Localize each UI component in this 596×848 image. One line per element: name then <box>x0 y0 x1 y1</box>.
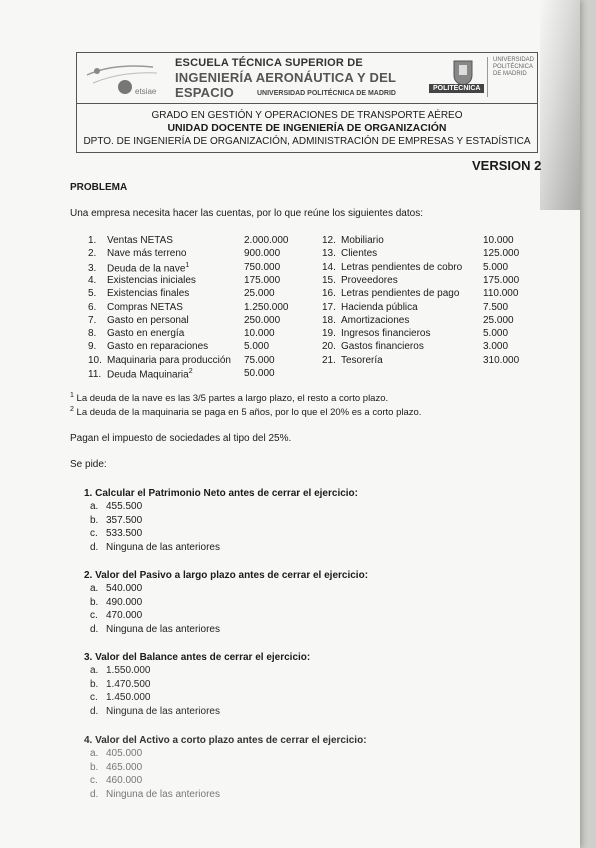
page-corner-shadow <box>540 0 580 210</box>
item-label: Mobiliario <box>341 235 384 246</box>
etsiae-logo-text: etsiae <box>135 87 157 96</box>
item-value: 25.000 <box>244 288 275 300</box>
option-text: 1.470.500 <box>106 678 151 690</box>
item-label: Letras pendientes de pago <box>341 288 460 300</box>
item-number: 16. <box>322 288 336 300</box>
answer-option[interactable] <box>90 775 142 786</box>
answer-option[interactable] <box>90 748 142 759</box>
footnote-marker: 2 <box>70 406 74 413</box>
answer-option[interactable] <box>90 789 220 800</box>
footnote-marker: 1 <box>185 261 190 269</box>
footnote <box>70 392 388 404</box>
option-letter: c. <box>90 692 98 703</box>
answer-option[interactable] <box>90 515 142 526</box>
data-item <box>88 355 231 367</box>
item-label: Existencias finales <box>107 288 190 300</box>
item-number: 15. <box>322 274 336 286</box>
item-label: Gasto en reparaciones <box>107 341 209 353</box>
item-number: 5. <box>88 288 97 300</box>
item-value: 10.000 <box>244 328 275 340</box>
option-letter: b. <box>90 514 99 526</box>
item-label: Nave más terreno <box>107 248 187 260</box>
option-text: 470.000 <box>106 610 143 621</box>
answer-option[interactable] <box>90 665 151 676</box>
item-label: Gasto en personal <box>107 314 189 326</box>
option-letter: b. <box>90 596 99 608</box>
item-number: 20. <box>322 341 336 353</box>
footnote-text: La deuda de la nave es las 3/5 partes a largo plazo, el resto a corto plazo. <box>73 393 389 405</box>
answer-option[interactable] <box>90 692 151 703</box>
item-label: Proveedores <box>341 274 398 286</box>
item-value: 310.000 <box>483 354 520 366</box>
item-number: 6. <box>88 301 97 313</box>
item-value: 125.000 <box>483 248 520 260</box>
data-item <box>322 275 398 287</box>
data-item <box>88 248 186 260</box>
item-label: Ventas NETAS <box>107 235 173 246</box>
item-number: 19. <box>322 328 336 340</box>
item-label: Amortizaciones <box>341 314 410 326</box>
answer-option[interactable] <box>90 624 220 635</box>
upm-logo: UNIVERSIDAD POLITÉCNICA DE MADRID <box>487 57 537 97</box>
data-item <box>88 275 196 287</box>
item-label: Ingresos financieros <box>341 328 431 340</box>
option-letter: d. <box>90 623 99 635</box>
problem-title: PROBLEMA <box>70 182 128 193</box>
option-text: 465.000 <box>106 761 143 773</box>
item-number: 14. <box>322 261 336 273</box>
item-number: 2. <box>88 248 97 260</box>
item-label: Deuda de la nave <box>107 262 186 274</box>
option-text: 357.500 <box>106 514 143 526</box>
item-label: Gasto en energía <box>107 328 185 340</box>
item-label: Letras pendientes de cobro <box>341 261 463 273</box>
item-value: 175.000 <box>244 274 281 286</box>
item-label: Hacienda pública <box>341 301 418 313</box>
item-label: Existencias iniciales <box>107 274 196 286</box>
option-text: 460.000 <box>106 775 143 786</box>
item-value: 900.000 <box>244 248 281 260</box>
item-value: 50.000 <box>244 368 275 379</box>
answer-option[interactable] <box>90 679 151 690</box>
footnote-text: La deuda de la maquinaria se paga en 5 años, por lo que el 20% es a corto plazo. <box>73 407 422 419</box>
item-value: 5.000 <box>483 328 509 340</box>
option-text: Ninguna de las anteriores <box>106 705 220 717</box>
item-number: 4. <box>88 274 97 286</box>
item-label: Deuda Maquinaria <box>107 369 189 381</box>
option-letter: c. <box>90 610 98 621</box>
item-label: Compras NETAS <box>107 301 183 313</box>
option-letter: c. <box>90 528 98 539</box>
item-value: 75.000 <box>244 354 275 366</box>
answer-option[interactable] <box>90 542 220 553</box>
data-item <box>322 302 418 314</box>
data-item <box>322 328 431 340</box>
question-title: 2. Valor del Pasivo a largo plazo antes de cerrar el ejercicio: <box>84 570 369 581</box>
data-item <box>88 328 184 340</box>
item-number: 10. <box>88 354 102 366</box>
option-text: Ninguna de las anteriores <box>106 788 220 800</box>
data-item <box>88 302 183 314</box>
footnote-marker: 1 <box>70 392 74 399</box>
answer-option[interactable] <box>90 528 142 539</box>
option-text: 540.000 <box>106 583 143 594</box>
question-title: 3. Valor del Balance antes de cerrar el ejercicio: <box>84 652 311 663</box>
data-item <box>322 355 383 367</box>
item-number: 13. <box>322 248 336 260</box>
option-letter: a. <box>90 748 99 759</box>
answer-option[interactable] <box>90 597 142 608</box>
item-value: 5.000 <box>483 261 509 273</box>
problem-intro: Una empresa necesita hacer las cuentas, por lo que reúne los siguientes datos: <box>70 208 423 219</box>
option-letter: d. <box>90 788 99 800</box>
question-title: 1. Calcular el Patrimonio Neto antes de cerrar el ejercicio: <box>84 488 358 499</box>
tax-note: Pagan el impuesto de sociedades al tipo del 25%. <box>70 433 292 444</box>
item-number: 7. <box>88 314 97 326</box>
school-header <box>76 52 538 104</box>
data-item <box>88 368 193 380</box>
option-letter: b. <box>90 761 99 773</box>
question-title: 4. Valor del Activo a corto plazo antes de cerrar el ejercicio: <box>84 735 367 746</box>
item-number: 12. <box>322 235 336 246</box>
data-item <box>88 235 173 247</box>
data-item <box>88 315 189 327</box>
university-name: UNIVERSIDAD POLITÉCNICA DE MADRID <box>257 90 396 97</box>
answer-option[interactable] <box>90 762 142 773</box>
item-value: 7.500 <box>483 301 509 313</box>
item-label: Maquinaria para producción <box>107 354 231 366</box>
data-item <box>322 315 409 327</box>
item-label: Tesorería <box>341 354 383 366</box>
item-value: 25.000 <box>483 314 514 326</box>
data-item <box>322 248 377 260</box>
item-value: 175.000 <box>483 274 520 286</box>
item-number: 18. <box>322 314 336 326</box>
option-text: 533.500 <box>106 528 143 539</box>
item-value: 2.000.000 <box>244 235 289 246</box>
data-item <box>88 288 189 300</box>
option-text: 405.000 <box>106 748 143 759</box>
item-label: Clientes <box>341 248 378 260</box>
option-text: 1.550.000 <box>106 665 151 676</box>
item-value: 750.000 <box>244 261 281 273</box>
data-item <box>322 288 459 300</box>
data-item <box>322 235 384 247</box>
etsiae-logo <box>83 57 161 97</box>
option-letter: d. <box>90 541 99 553</box>
item-number: 1. <box>88 235 97 246</box>
school-name-line2: INGENIERÍA AERONÁUTICA Y DEL ESPACIO <box>175 70 396 100</box>
option-text: Ninguna de las anteriores <box>106 541 220 553</box>
footnote-marker: 2 <box>188 368 193 375</box>
data-item <box>322 262 462 274</box>
se-pide-label: Se pide: <box>70 459 107 470</box>
item-number: 17. <box>322 301 336 313</box>
data-item <box>88 341 208 353</box>
option-letter: c. <box>90 775 98 786</box>
option-text: 490.000 <box>106 596 143 608</box>
item-value: 3.000 <box>483 341 509 353</box>
item-value: 250.000 <box>244 314 281 326</box>
item-number: 11. <box>88 369 102 381</box>
answer-option[interactable] <box>90 610 142 621</box>
option-letter: a. <box>90 583 99 594</box>
data-item <box>88 262 189 274</box>
politecnica-badge: POLITÉCNICA <box>429 84 484 93</box>
item-label: Gastos financieros <box>341 341 424 353</box>
answer-option[interactable] <box>90 706 220 717</box>
option-text: Ninguna de las anteriores <box>106 623 220 635</box>
item-value: 110.000 <box>483 288 519 300</box>
item-number: 3. <box>88 262 97 274</box>
answer-option[interactable] <box>90 583 142 594</box>
item-number: 21. <box>322 354 336 366</box>
exam-version: VERSION 2 <box>472 158 542 173</box>
item-value: 1.250.000 <box>244 301 289 313</box>
data-item <box>322 341 424 353</box>
option-text: 1.450.000 <box>106 692 151 703</box>
teaching-unit: UNIDAD DOCENTE DE INGENIERÍA DE ORGANIZACIÓN <box>167 122 447 134</box>
school-name-line1: ESCUELA TÉCNICA SUPERIOR DE <box>175 57 363 69</box>
course-header <box>76 103 538 153</box>
item-value: 10.000 <box>483 235 514 246</box>
option-letter: a. <box>90 665 99 676</box>
item-value: 5.000 <box>244 341 270 353</box>
option-text: 455.500 <box>106 501 143 512</box>
university-crest-icon <box>442 57 484 101</box>
footnote <box>70 406 421 418</box>
option-letter: a. <box>90 501 99 512</box>
degree-name: GRADO EN GESTIÓN Y OPERACIONES DE TRANSPORTE AÉREO <box>151 110 463 121</box>
option-letter: d. <box>90 705 99 717</box>
department-name: DPTO. DE INGENIERÍA DE ORGANIZACIÓN, ADMINISTRACIÓN DE EMPRESAS Y ESTADÍSTICA <box>83 136 531 147</box>
item-number: 9. <box>88 341 97 353</box>
answer-option[interactable] <box>90 501 142 512</box>
option-letter: b. <box>90 678 99 690</box>
item-number: 8. <box>88 328 97 340</box>
